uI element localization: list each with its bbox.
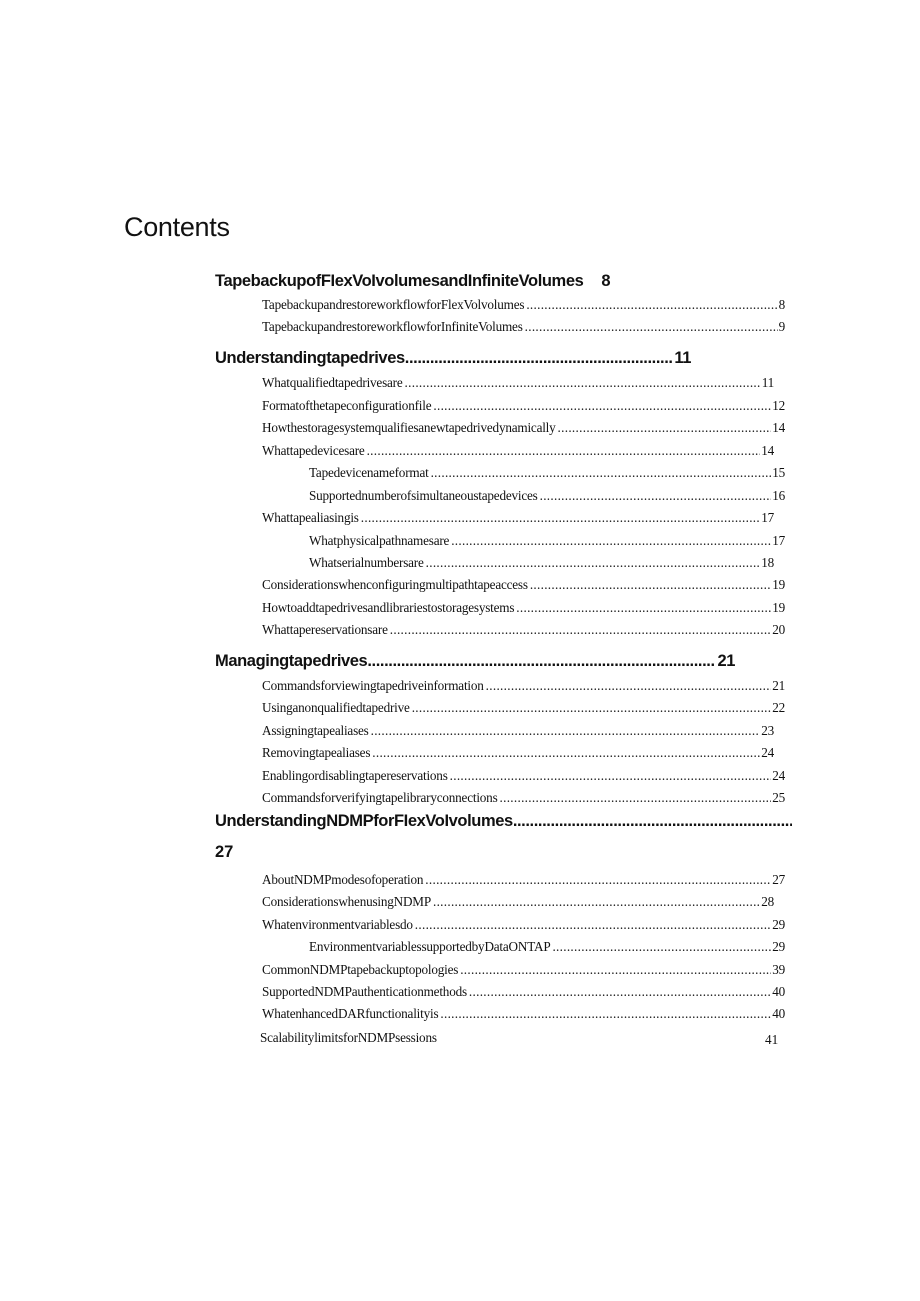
toc-entry-page: 19	[772, 577, 785, 592]
toc-entry-title: Tapedevicenameformat	[309, 465, 429, 480]
toc-entry-page: 25	[772, 790, 785, 805]
toc-entry-title: Commandsforverifyingtapelibraryconnections	[262, 790, 498, 805]
page-title: Contents	[124, 212, 230, 242]
toc-leader	[431, 894, 760, 910]
toc-entry-page: 27	[772, 872, 785, 887]
toc-entry-title: Formatofthetapeconfigurationfile	[262, 398, 432, 413]
toc-entry[interactable]	[262, 443, 774, 459]
toc-entry-title: Whattapereservationsare	[262, 622, 388, 637]
toc-leader	[550, 939, 771, 955]
toc-entry[interactable]	[309, 533, 785, 549]
toc-leader	[403, 375, 761, 391]
toc-leader	[438, 1006, 771, 1022]
toc-entry-title: Considerationswhenconfiguringmultipathtapeaccess	[262, 577, 528, 592]
toc-entry-page: 8	[778, 297, 785, 312]
toc-entry-page: 28	[761, 894, 774, 909]
toc-entry-title: WhatenhancedDARfunctionalityis	[262, 1006, 439, 1021]
toc-entry[interactable]	[262, 600, 785, 616]
toc-entry-page: 41	[765, 1032, 779, 1047]
toc-entry[interactable]	[262, 1006, 785, 1022]
toc-chapter-page: 21	[717, 652, 735, 670]
toc-entry[interactable]	[262, 700, 785, 716]
toc-chapter-title: TapebackupofFIexVoIvolumesandInfiniteVolumes	[215, 272, 584, 290]
toc-leader	[514, 600, 771, 616]
toc-entry[interactable]	[262, 745, 774, 761]
toc-entry-title: Whatenvironmentvariablesdo	[262, 917, 413, 932]
toc-entry-page: 40	[772, 984, 785, 999]
toc-leader	[513, 812, 792, 831]
toc-entry-page: 17	[761, 510, 774, 525]
toc-entry-title: Howthestoragesystemqualifiesanewtapedrivedynamically	[262, 420, 556, 435]
toc-entry-title: Commandsforviewingtapedriveinformation	[262, 678, 484, 693]
toc-entry-page: 21	[772, 678, 785, 693]
toc-leader	[448, 768, 772, 784]
toc-entry-title[interactable]: ScalabilitylimitsforNDMPsessions	[260, 1030, 437, 1045]
toc-entry[interactable]	[262, 510, 774, 526]
toc-entry[interactable]	[262, 790, 785, 806]
toc-leader	[528, 577, 771, 593]
toc-entry[interactable]	[262, 723, 774, 739]
toc-entry-title: TapebackupandrestoreworkflowforInfiniteVolumes	[262, 319, 523, 334]
toc-entry[interactable]	[262, 577, 785, 593]
toc-leader	[523, 319, 778, 335]
toc-chapter[interactable]	[215, 812, 792, 831]
toc-entry-page: 29	[772, 939, 785, 954]
toc-entry-page: 18	[761, 555, 774, 570]
toc-chapter[interactable]	[215, 349, 691, 368]
toc-leader	[405, 349, 673, 368]
toc-entry[interactable]	[262, 297, 785, 313]
toc-entry-title: Usinganonqualifiedtapedrive	[262, 700, 410, 715]
toc-chapter-page: 27	[215, 843, 234, 861]
toc-entry[interactable]	[262, 319, 785, 335]
toc-entry-page: 20	[772, 622, 785, 637]
toc-entry-title: ConsiderationswhenusingNDMP	[262, 894, 431, 909]
toc-entry-page: 29	[772, 917, 785, 932]
toc-entry-page: 16	[772, 488, 785, 503]
toc-leader	[365, 443, 761, 459]
toc-entry-title: Removingtapealiases	[262, 745, 371, 760]
toc-chapter-title: Managingtapedrives	[215, 652, 368, 670]
toc-entry-title: Whatserialnumbersare	[309, 555, 424, 570]
toc-chapter-page: 8	[601, 272, 611, 290]
toc-entry-page: 17	[772, 533, 785, 548]
toc-leader	[410, 700, 772, 716]
toc-entry-title: Enablingordisablingtapereservations	[262, 768, 448, 783]
toc-leader	[429, 465, 772, 481]
toc-chapter[interactable]	[215, 272, 792, 291]
toc-entry[interactable]	[262, 984, 785, 1000]
toc-entry-title: EnvironmentvariablessupportedbyDataONTAP	[309, 939, 551, 954]
toc-chapter-title: Understandingtapedrives	[215, 349, 405, 367]
toc-entry-title: TapebackupandrestoreworkflowforFlexVolvolumes	[262, 297, 525, 312]
toc-entry-page: 23	[761, 723, 774, 738]
toc-leader	[458, 962, 771, 978]
toc-entry[interactable]	[309, 488, 785, 504]
toc-entry-title: SupportedNDMPauthenticationmethods	[262, 984, 467, 999]
toc-entry-page: 40	[772, 1006, 785, 1021]
toc-leader	[388, 622, 771, 638]
toc-entry[interactable]	[262, 398, 785, 414]
toc-entry[interactable]	[262, 375, 774, 391]
toc-leader	[370, 745, 760, 761]
toc-entry-page: 39	[772, 962, 785, 977]
toc-entry[interactable]	[262, 894, 774, 910]
toc-chapter-page: 11	[674, 349, 691, 367]
toc-chapter-title: UnderstandingNDMPforFIexVoIvolumes	[215, 812, 513, 830]
toc-entry-title: CommonNDMPtapebackuptopologies	[262, 962, 459, 977]
toc-entry[interactable]	[262, 420, 785, 436]
toc-entry[interactable]	[309, 555, 774, 571]
toc-entry-title: Howtoaddtapedrivesandlibrariestostoragesystems	[262, 600, 515, 615]
toc-entry-title: Whatqualifiedtapedrivesare	[262, 375, 403, 390]
toc-entry[interactable]	[262, 768, 785, 784]
toc-leader	[524, 297, 777, 313]
toc-entry-page: 22	[772, 700, 785, 715]
toc-leader	[424, 555, 761, 571]
toc-leader	[484, 678, 772, 694]
toc-entry-title: Supportednumberofsimultaneoustapedevices	[309, 488, 538, 503]
toc-leader	[369, 723, 761, 739]
toc-entry-page: 14	[761, 443, 774, 458]
toc-entry[interactable]	[262, 962, 785, 978]
toc-chapter[interactable]	[215, 652, 735, 671]
toc-leader	[467, 984, 771, 1000]
toc-entry-page: 24	[761, 745, 774, 760]
toc-entry[interactable]	[262, 622, 785, 638]
toc-entry-page: 14	[772, 420, 785, 435]
toc-entry[interactable]	[262, 872, 785, 888]
toc-entry-title: Assigningtapealiases	[262, 723, 369, 738]
toc-leader	[498, 790, 772, 806]
toc-entry-page: 19	[772, 600, 785, 615]
toc-entry-title: AboutNDMPmodesofoperation	[262, 872, 424, 887]
toc-leader	[538, 488, 772, 504]
toc-leader	[359, 510, 760, 526]
toc-leader	[449, 533, 771, 549]
toc-entry[interactable]	[309, 465, 785, 481]
toc-entry[interactable]	[309, 939, 785, 955]
toc-entry[interactable]	[262, 917, 785, 933]
toc-leader	[423, 872, 771, 888]
toc-leader	[431, 398, 771, 414]
toc-entry-page: 15	[772, 465, 785, 480]
toc-entry-title: Whatphysicalpathnamesare	[309, 533, 450, 548]
toc-entry-page: 9	[778, 319, 785, 334]
toc-leader	[413, 917, 771, 933]
toc-entry-page: 12	[772, 398, 785, 413]
toc-entry[interactable]	[262, 678, 785, 694]
toc-entry-title: Whattapealiasingis	[262, 510, 359, 525]
toc-leader	[367, 652, 715, 671]
toc-entry-page: 11	[761, 375, 774, 390]
toc-entry-page: 24	[772, 768, 785, 783]
toc-entry-title: Whattapedevicesare	[262, 443, 365, 458]
toc-leader	[556, 420, 772, 436]
